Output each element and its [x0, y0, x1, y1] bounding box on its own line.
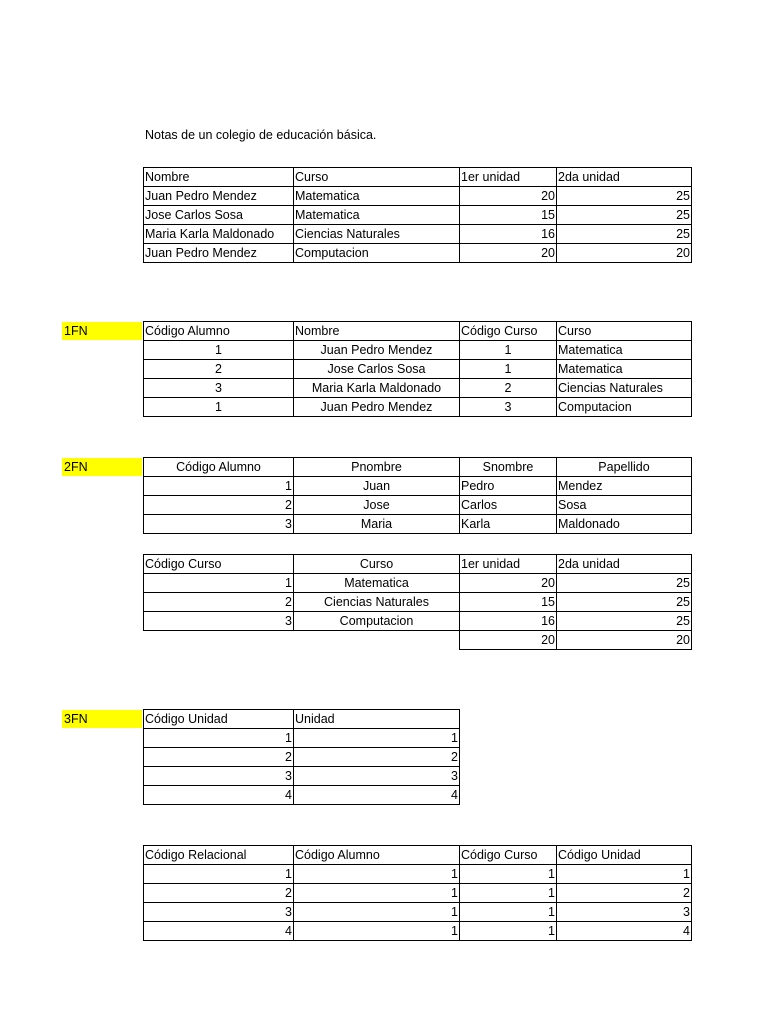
table-header-row: [144, 458, 692, 477]
table-header-row: [144, 846, 692, 865]
intro-text: Notas de un colegio de educación básica.: [145, 128, 377, 142]
table-cell: Maria: [294, 515, 460, 534]
table-cell: 3: [144, 612, 294, 631]
table-row: [144, 360, 692, 379]
table-cell: 1: [460, 341, 557, 360]
table-row: [144, 477, 692, 496]
table-row: [144, 748, 460, 767]
table-cell: 25: [557, 612, 692, 631]
table-cell: 1: [294, 903, 460, 922]
header-cell: Nombre: [294, 322, 460, 341]
table-header-row: [144, 322, 692, 341]
table-1fn: [143, 321, 692, 417]
header-cell: Pnombre: [294, 458, 460, 477]
table-cell: 20: [460, 244, 557, 263]
table-cell: 1: [144, 398, 294, 417]
table-cell: 2: [144, 593, 294, 612]
table-cell: 3: [144, 515, 294, 534]
table-cell: 1: [144, 574, 294, 593]
table-cell: 1: [294, 729, 460, 748]
table-cell: 1: [460, 865, 557, 884]
header-cell: 2da unidad: [557, 168, 692, 187]
table-cell: 3: [144, 903, 294, 922]
table-cell: 3: [144, 767, 294, 786]
table-cell: Ciencias Naturales: [557, 379, 692, 398]
empty-cell: [294, 631, 460, 650]
table-cell: Juan Pedro Mendez: [144, 244, 294, 263]
table-cell: Jose: [294, 496, 460, 515]
section-label-2fn: 2FN: [62, 458, 142, 476]
table-row: [144, 341, 692, 360]
table-cell: 1: [557, 865, 692, 884]
header-cell: Código Alumno: [144, 458, 294, 477]
table-cell: Maria Karla Maldonado: [144, 225, 294, 244]
table-cell: 25: [557, 187, 692, 206]
table-cell: 2: [557, 884, 692, 903]
grades-table: [143, 167, 692, 263]
table-cell: Carlos: [460, 496, 557, 515]
table-cell: Ciencias Naturales: [294, 593, 460, 612]
table-cell: 2: [144, 360, 294, 379]
header-cell: 1er unidad: [460, 555, 557, 574]
header-cell: Papellido: [557, 458, 692, 477]
header-cell: Código Unidad: [144, 710, 294, 729]
section-label-1fn: 1FN: [62, 322, 142, 340]
table-row: [144, 865, 692, 884]
table-header-row: [144, 710, 460, 729]
table-cell: 16: [460, 225, 557, 244]
table-row: [144, 729, 460, 748]
header-cell: Unidad: [294, 710, 460, 729]
table-cell: 1: [144, 341, 294, 360]
table-cell: Karla: [460, 515, 557, 534]
table-cell: Maria Karla Maldonado: [294, 379, 460, 398]
header-cell: 2da unidad: [557, 555, 692, 574]
table-row: [144, 884, 692, 903]
table-row: [144, 244, 692, 263]
table-cell: Jose Carlos Sosa: [144, 206, 294, 225]
table-cell: Ciencias Naturales: [294, 225, 460, 244]
table-cell: Matematica: [294, 206, 460, 225]
table-cell: 3: [144, 379, 294, 398]
header-cell: Código Relacional: [144, 846, 294, 865]
table-cell: Juan: [294, 477, 460, 496]
table-cell: 20: [557, 244, 692, 263]
table-cell: 20: [460, 631, 557, 650]
table-cell: 1: [144, 729, 294, 748]
table-cell: 20: [460, 187, 557, 206]
table-2fn-alumnos: [143, 457, 692, 534]
table-row: [144, 379, 692, 398]
header-cell: Curso: [294, 168, 460, 187]
table-row: [144, 225, 692, 244]
header-cell: Código Unidad: [557, 846, 692, 865]
table-cell: 2: [144, 884, 294, 903]
table-cell: 25: [557, 206, 692, 225]
table-cell: Jose Carlos Sosa: [294, 360, 460, 379]
table-cell: 15: [460, 206, 557, 225]
header-cell: Curso: [294, 555, 460, 574]
table-cell: Juan Pedro Mendez: [144, 187, 294, 206]
table-2fn-cursos: [143, 554, 692, 650]
table-cell: 16: [460, 612, 557, 631]
header-cell: Código Alumno: [144, 322, 294, 341]
table-cell: Sosa: [557, 496, 692, 515]
table-cell: 4: [144, 786, 294, 805]
table-cell: 3: [294, 767, 460, 786]
table-cell: 25: [557, 574, 692, 593]
table-cell: 4: [294, 786, 460, 805]
table-cell: Mendez: [557, 477, 692, 496]
table-cell: 20: [460, 574, 557, 593]
table-cell: 1: [460, 884, 557, 903]
table-header-row: [144, 168, 692, 187]
table-cell: 1: [294, 865, 460, 884]
table-cell: 1: [294, 884, 460, 903]
table-row: [144, 398, 692, 417]
empty-cell: [144, 631, 294, 650]
table-cell: Matematica: [557, 360, 692, 379]
table-row: [144, 593, 692, 612]
table-row: [144, 187, 692, 206]
table-cell: 2: [294, 748, 460, 767]
table-cell: Computacion: [294, 244, 460, 263]
header-cell: Curso: [557, 322, 692, 341]
table-row: [144, 574, 692, 593]
table-cell: 25: [557, 225, 692, 244]
table-cell: Juan Pedro Mendez: [294, 398, 460, 417]
table-cell: 1: [144, 477, 294, 496]
header-cell: Snombre: [460, 458, 557, 477]
table-cell: 2: [460, 379, 557, 398]
table-cell: 25: [557, 593, 692, 612]
table-cell: Computacion: [557, 398, 692, 417]
header-cell: Código Curso: [460, 322, 557, 341]
table-cell: 1: [294, 922, 460, 941]
table-cell: Maldonado: [557, 515, 692, 534]
table-row: [144, 515, 692, 534]
table-cell: 15: [460, 593, 557, 612]
table-cell: 1: [460, 903, 557, 922]
table-row: [144, 767, 460, 786]
table-cell: Computacion: [294, 612, 460, 631]
table-cell: 1: [460, 360, 557, 379]
header-cell: Código Alumno: [294, 846, 460, 865]
table-row: [144, 922, 692, 941]
table-cell: Matematica: [294, 574, 460, 593]
table-cell: 3: [557, 903, 692, 922]
table-cell: Matematica: [294, 187, 460, 206]
table-cell: 4: [557, 922, 692, 941]
header-cell: Código Curso: [144, 555, 294, 574]
table-row: [144, 903, 692, 922]
table-cell: 20: [557, 631, 692, 650]
table-3fn-unidades: [143, 709, 460, 805]
table-row: [144, 206, 692, 225]
table-row: [144, 786, 460, 805]
header-cell: Nombre: [144, 168, 294, 187]
table-row: [144, 612, 692, 631]
header-cell: Código Curso: [460, 846, 557, 865]
table-cell: 1: [460, 922, 557, 941]
table-header-row: [144, 555, 692, 574]
table-cell: 4: [144, 922, 294, 941]
table-cell: Matematica: [557, 341, 692, 360]
table-cell: Juan Pedro Mendez: [294, 341, 460, 360]
table-cell: 2: [144, 748, 294, 767]
table-row: [144, 631, 692, 650]
table-cell: 2: [144, 496, 294, 515]
section-label-3fn: 3FN: [62, 710, 142, 728]
header-cell: 1er unidad: [460, 168, 557, 187]
table-cell: 3: [460, 398, 557, 417]
table-cell: Pedro: [460, 477, 557, 496]
table-cell: 1: [144, 865, 294, 884]
table-3fn-relacional: [143, 845, 692, 941]
table-row: [144, 496, 692, 515]
